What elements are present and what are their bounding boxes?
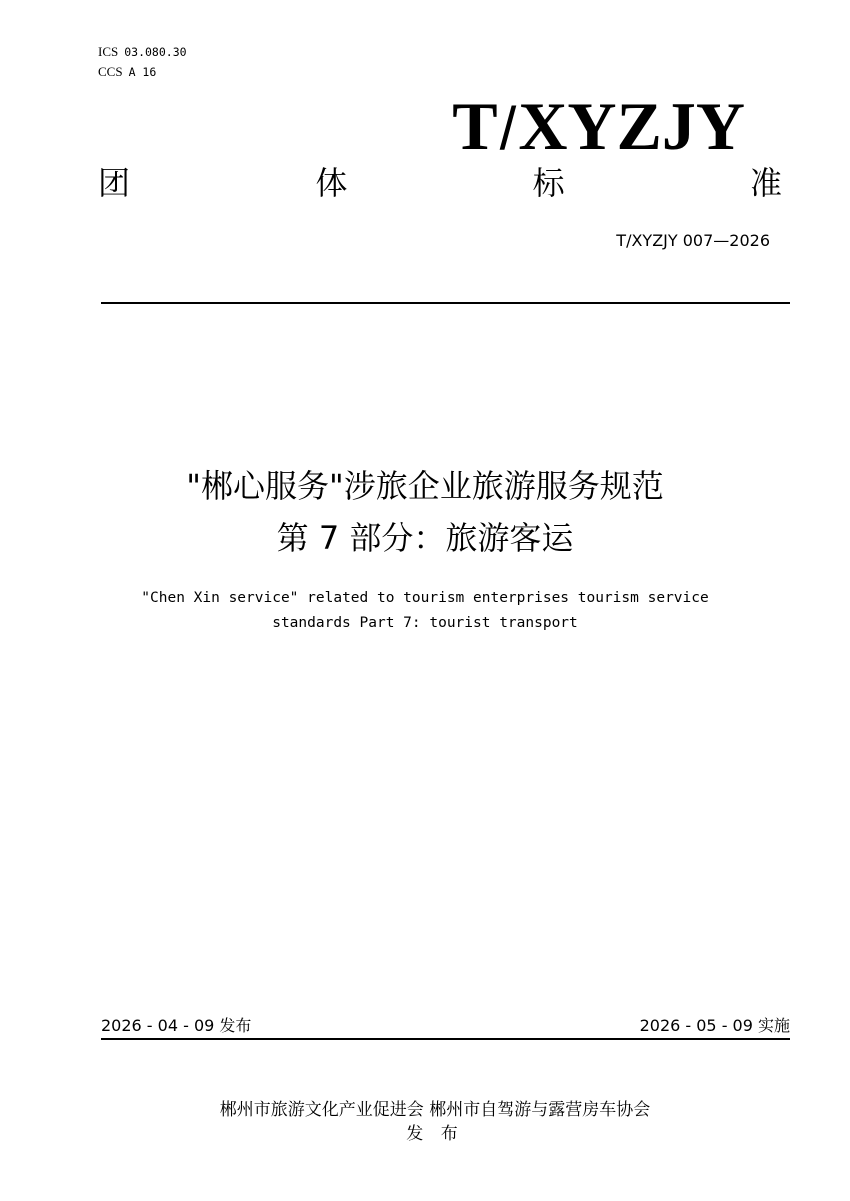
ccs-label: CCS (98, 64, 123, 79)
title-zh-line2: 第 7 部分：旅游客运 (276, 519, 574, 557)
brand-slash: / (499, 95, 517, 162)
ccs-line (98, 62, 187, 82)
bottom-divider (101, 1038, 790, 1040)
kind-char: 团 (98, 164, 131, 202)
publisher-word: 发 布 (406, 1124, 464, 1144)
kind-char: 标 (532, 164, 565, 202)
title-en-line2: standards Part 7: tourist transport (272, 615, 578, 631)
standard-brand (452, 88, 745, 167)
standard-number: T/XYZJY 007—2026 (616, 231, 770, 250)
classification-codes (98, 42, 187, 82)
top-divider (101, 302, 790, 304)
title-zh-line1: "郴心服务"涉旅企业旅游服务规范 (186, 467, 664, 505)
ics-value: 03.080.30 (124, 45, 187, 59)
title-en-line1: "Chen Xin service" related to tourism enterprises tourism service (141, 590, 709, 606)
kind-char: 体 (315, 164, 348, 202)
kind-char: 准 (749, 164, 782, 202)
brand-prefix: T (452, 88, 498, 164)
brand-code: XYZJY (518, 88, 745, 164)
ccs-value: A 16 (128, 65, 157, 79)
ics-label: ICS (98, 44, 119, 59)
publisher-orgs: 郴州市旅游文化产业促进会 郴州市自驾游与露营房车协会 (219, 1100, 651, 1120)
publish-date: 2026 - 04 - 09 发布 (101, 1016, 252, 1035)
ics-line (98, 42, 187, 62)
standard-kind (98, 163, 782, 203)
effective-date: 2026 - 05 - 09 实施 (639, 1016, 790, 1035)
